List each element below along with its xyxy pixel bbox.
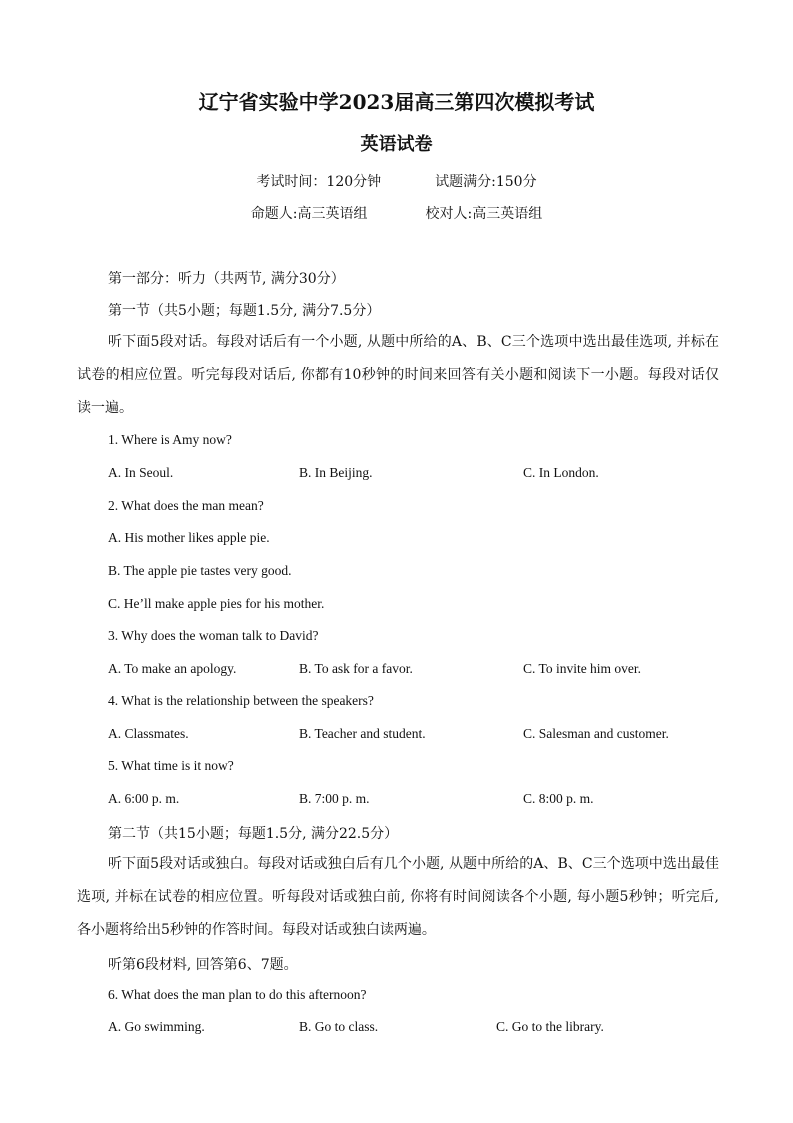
option-b: B. In Beijing. xyxy=(299,465,373,480)
option-a: A. To make an apology. xyxy=(108,661,237,676)
option-b: B. To ask for a favor. xyxy=(299,661,413,676)
option-a: A. Classmates. xyxy=(108,726,189,741)
option-b: B. 7:00 p. m. xyxy=(299,791,370,806)
proofreader: 校对人:高三英语组 xyxy=(425,206,543,222)
option-b: B. Go to class. xyxy=(299,1019,379,1034)
material-note: 听第6段材料, 回答第6、7题。 xyxy=(108,957,298,973)
question-stem: 1. Where is Amy now? xyxy=(108,432,232,447)
part1-heading: 第一部分：听力（共两节, 满分30分） xyxy=(108,271,345,287)
section2-instructions: 听下面5段对话或独白。每段对话或独白后有几个小题, 从题中所给的A、B、C三个选项中选出最佳选项, 并标在试卷的相应位置。听每段对话或独白前, 你将有时间阅读各个小题, 每小题5秒钟；听完后, 各小题将给出5秒钟的作答时间。每段对话或独白读两遍。 xyxy=(77,856,719,938)
option-c: C. To invite him over. xyxy=(523,661,642,676)
option-c: C. He’ll make apple pies for his mother. xyxy=(108,596,325,611)
question-stem: 5. What time is it now? xyxy=(108,758,234,773)
section1-instructions: 听下面5段对话。每段对话后有一个小题, 从题中所给的A、B、C三个选项中选出最佳选项, 并标在试卷的相应位置。听完每段对话后, 你都有10秒钟的时间来回答有关小题和阅读下一小题。每段对话仅读一遍。 xyxy=(77,334,719,416)
option-a: A. Go swimming. xyxy=(108,1019,205,1034)
option-c: C. 8:00 p. m. xyxy=(523,791,594,806)
option-b: B. The apple pie tastes very good. xyxy=(108,563,292,578)
option-a: A. In Seoul. xyxy=(108,465,174,480)
option-b: B. Teacher and student. xyxy=(299,726,426,741)
option-c: C. In London. xyxy=(523,465,599,480)
question-stem: 2. What does the man mean? xyxy=(108,498,264,513)
exam-time: 考试时间：120分钟 xyxy=(256,174,382,190)
exam-info-row-2 xyxy=(0,203,793,223)
full-score: 试题满分:150分 xyxy=(435,174,537,190)
exam-title: 辽宁省实验中学2023届高三第四次模拟考试 xyxy=(198,90,595,114)
option-c: C. Go to the library. xyxy=(496,1019,604,1034)
question-stem: 6. What does the man plan to do this afternoon? xyxy=(108,987,367,1002)
option-c: C. Salesman and customer. xyxy=(523,726,669,741)
setter: 命题人:高三英语组 xyxy=(250,206,368,222)
option-a: A. His mother likes apple pie. xyxy=(108,530,270,545)
section1-heading: 第一节（共5小题；每题1.5分, 满分7.5分） xyxy=(108,303,381,319)
question-stem: 4. What is the relationship between the speakers? xyxy=(108,693,374,708)
question-stem: 3. Why does the woman talk to David? xyxy=(108,628,319,643)
exam-info-row-1 xyxy=(0,171,793,191)
exam-subtitle: 英语试卷 xyxy=(360,134,433,155)
option-a: A. 6:00 p. m. xyxy=(108,791,180,806)
section2-heading: 第二节（共15小题；每题1.5分, 满分22.5分） xyxy=(108,826,399,842)
